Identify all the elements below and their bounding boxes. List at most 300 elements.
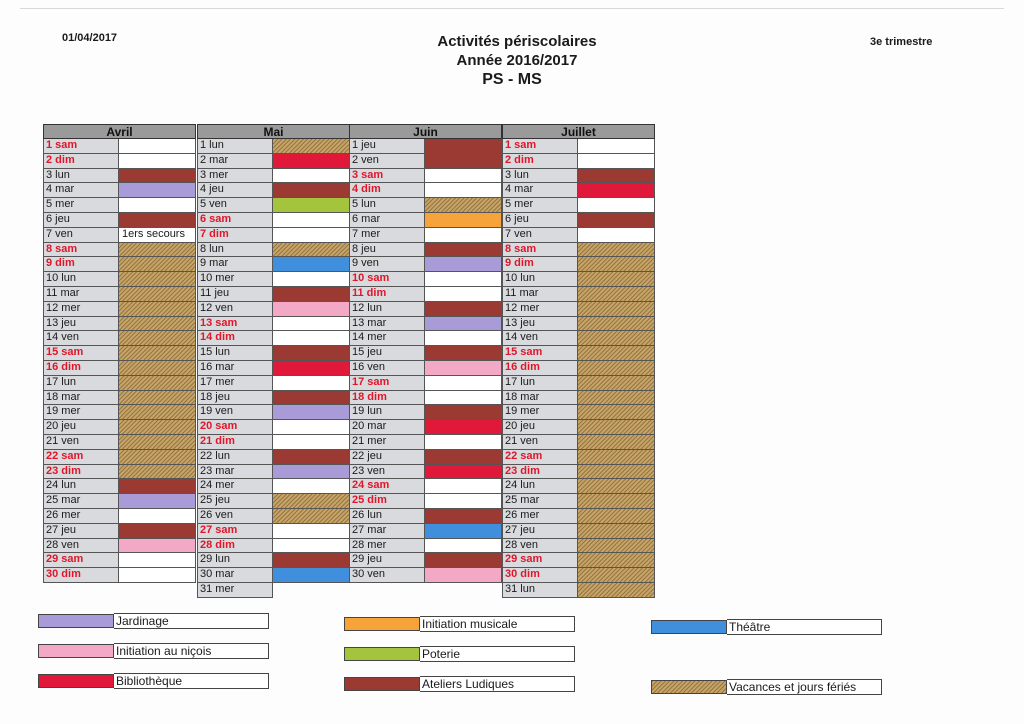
day-row xyxy=(349,169,502,184)
day-row xyxy=(197,317,350,332)
day-row xyxy=(197,376,350,391)
day-row xyxy=(349,479,502,494)
day-label: 23 dim xyxy=(502,465,578,480)
activity-cell xyxy=(578,302,655,317)
day-row xyxy=(43,317,196,332)
activity-cell xyxy=(273,435,350,450)
day-label: 17 lun xyxy=(502,376,578,391)
day-row xyxy=(43,169,196,184)
day-row xyxy=(349,391,502,406)
legend-label: Ateliers Ludiques xyxy=(420,676,575,692)
day-label: 25 dim xyxy=(349,494,425,509)
day-label: 4 mar xyxy=(43,183,119,198)
day-label: 9 mar xyxy=(197,257,273,272)
activity-cell xyxy=(119,509,196,524)
day-label: 21 ven xyxy=(43,435,119,450)
legend-label: Bibliothèque xyxy=(114,673,269,689)
day-label: 23 mar xyxy=(197,465,273,480)
activity-cell xyxy=(119,272,196,287)
day-label: 22 sam xyxy=(43,450,119,465)
activity-cell xyxy=(425,494,502,509)
activity-cell xyxy=(273,420,350,435)
activity-cell xyxy=(425,198,502,213)
legend-item-the xyxy=(651,619,882,635)
activity-cell xyxy=(119,169,196,184)
legend-item-bib xyxy=(38,673,269,689)
day-row xyxy=(349,287,502,302)
activity-cell xyxy=(578,331,655,346)
day-label: 24 sam xyxy=(349,479,425,494)
day-row xyxy=(197,243,350,258)
activity-cell xyxy=(578,243,655,258)
month-header: Juin xyxy=(349,124,502,139)
day-label: 9 ven xyxy=(349,257,425,272)
activity-cell xyxy=(273,272,350,287)
legend-label: Initiation au niçois xyxy=(114,643,269,659)
day-label: 10 lun xyxy=(502,272,578,287)
day-label: 10 lun xyxy=(43,272,119,287)
day-label: 26 ven xyxy=(197,509,273,524)
activity-cell xyxy=(273,331,350,346)
day-row xyxy=(197,420,350,435)
top-rule xyxy=(20,8,1004,9)
activity-cell xyxy=(578,213,655,228)
day-row xyxy=(43,139,196,154)
day-row xyxy=(43,361,196,376)
day-label: 7 ven xyxy=(502,228,578,243)
activity-cell xyxy=(119,539,196,554)
day-row xyxy=(43,568,196,583)
day-row xyxy=(502,287,655,302)
day-row xyxy=(502,583,655,598)
day-label: 4 mar xyxy=(502,183,578,198)
day-row xyxy=(349,568,502,583)
activity-cell xyxy=(425,228,502,243)
month-column-2 xyxy=(197,124,350,598)
activity-cell xyxy=(273,302,350,317)
legend-item-jar xyxy=(38,613,269,629)
day-row xyxy=(502,420,655,435)
month-header: Mai xyxy=(197,124,350,139)
day-row xyxy=(502,524,655,539)
activity-cell xyxy=(578,287,655,302)
day-label: 5 lun xyxy=(349,198,425,213)
day-label: 27 mar xyxy=(349,524,425,539)
activity-cell xyxy=(425,243,502,258)
legend-swatch xyxy=(344,617,420,631)
day-label: 22 jeu xyxy=(349,450,425,465)
activity-cell xyxy=(425,331,502,346)
activity-cell xyxy=(273,257,350,272)
day-row xyxy=(197,228,350,243)
day-label: 10 mer xyxy=(197,272,273,287)
legend-label: Jardinage xyxy=(114,613,269,629)
day-row xyxy=(43,287,196,302)
legend-item-nic xyxy=(38,643,269,659)
day-row xyxy=(502,494,655,509)
day-row xyxy=(349,213,502,228)
day-row xyxy=(197,494,350,509)
day-row xyxy=(197,553,350,568)
day-row xyxy=(197,524,350,539)
activity-cell xyxy=(119,376,196,391)
day-label: 29 lun xyxy=(197,553,273,568)
day-label: 12 mer xyxy=(502,302,578,317)
day-row xyxy=(43,553,196,568)
activity-cell xyxy=(578,346,655,361)
day-label: 11 jeu xyxy=(197,287,273,302)
day-label: 21 ven xyxy=(502,435,578,450)
day-label: 5 ven xyxy=(197,198,273,213)
day-row xyxy=(43,450,196,465)
activity-cell xyxy=(119,198,196,213)
day-row xyxy=(197,465,350,480)
page-subtitle: Année 2016/2017 xyxy=(456,52,578,69)
day-row xyxy=(349,509,502,524)
activity-cell xyxy=(425,257,502,272)
day-row xyxy=(502,479,655,494)
day-row xyxy=(349,494,502,509)
day-label: 1 lun xyxy=(197,139,273,154)
day-row xyxy=(349,198,502,213)
day-label: 19 mer xyxy=(43,405,119,420)
day-label: 14 mer xyxy=(349,331,425,346)
day-label: 1 jeu xyxy=(349,139,425,154)
activity-cell xyxy=(425,479,502,494)
day-label: 12 lun xyxy=(349,302,425,317)
activity-cell xyxy=(425,553,502,568)
day-row xyxy=(349,376,502,391)
day-row xyxy=(349,346,502,361)
day-row xyxy=(197,391,350,406)
day-row xyxy=(197,509,350,524)
activity-cell xyxy=(273,361,350,376)
activity-cell xyxy=(425,302,502,317)
day-label: 6 jeu xyxy=(43,213,119,228)
day-row xyxy=(43,272,196,287)
activity-cell xyxy=(578,139,655,154)
legend-label: Vacances et jours fériés xyxy=(727,679,882,695)
activity-cell xyxy=(119,479,196,494)
activity-cell xyxy=(273,494,350,509)
day-label: 2 mar xyxy=(197,154,273,169)
legend-swatch xyxy=(38,644,114,658)
activity-cell xyxy=(425,154,502,169)
day-label: 29 sam xyxy=(502,553,578,568)
activity-cell xyxy=(119,183,196,198)
legend-label: Poterie xyxy=(420,646,575,662)
day-row xyxy=(502,139,655,154)
day-row xyxy=(197,139,350,154)
day-label: 10 sam xyxy=(349,272,425,287)
activity-cell xyxy=(273,243,350,258)
day-label: 12 ven xyxy=(197,302,273,317)
activity-cell xyxy=(578,539,655,554)
day-row xyxy=(43,228,196,243)
day-row xyxy=(197,272,350,287)
day-row xyxy=(197,213,350,228)
day-row xyxy=(197,568,350,583)
activity-cell xyxy=(425,346,502,361)
day-label: 9 dim xyxy=(43,257,119,272)
day-label: 13 jeu xyxy=(502,317,578,332)
day-label: 20 sam xyxy=(197,420,273,435)
day-row xyxy=(502,331,655,346)
day-label: 2 ven xyxy=(349,154,425,169)
legend-swatch xyxy=(38,614,114,628)
day-row xyxy=(349,420,502,435)
activity-cell xyxy=(273,539,350,554)
day-label: 16 dim xyxy=(502,361,578,376)
activity-cell xyxy=(425,287,502,302)
day-row xyxy=(502,509,655,524)
activity-cell xyxy=(578,361,655,376)
day-label: 15 lun xyxy=(197,346,273,361)
activity-cell xyxy=(578,169,655,184)
day-label: 31 mer xyxy=(197,583,273,598)
activity-cell xyxy=(578,257,655,272)
activity-cell xyxy=(273,568,350,583)
activity-cell xyxy=(273,317,350,332)
day-row xyxy=(43,420,196,435)
activity-cell xyxy=(119,154,196,169)
legend-label: Initiation musicale xyxy=(420,616,575,632)
day-label: 26 mer xyxy=(43,509,119,524)
activity-cell xyxy=(425,450,502,465)
activity-cell xyxy=(273,287,350,302)
document-date: 01/04/2017 xyxy=(62,32,118,44)
day-row xyxy=(502,391,655,406)
day-label: 18 jeu xyxy=(197,391,273,406)
activity-cell xyxy=(578,494,655,509)
day-row xyxy=(349,183,502,198)
day-row xyxy=(349,553,502,568)
day-label: 15 sam xyxy=(502,346,578,361)
day-label: 8 sam xyxy=(43,243,119,258)
activity-cell xyxy=(273,376,350,391)
day-row xyxy=(43,509,196,524)
day-row xyxy=(349,317,502,332)
day-row xyxy=(43,376,196,391)
day-row xyxy=(43,479,196,494)
day-label: 20 jeu xyxy=(43,420,119,435)
legend-label: Théâtre xyxy=(727,619,882,635)
day-label: 23 dim xyxy=(43,465,119,480)
day-row xyxy=(43,183,196,198)
day-label: 14 ven xyxy=(43,331,119,346)
day-row xyxy=(502,553,655,568)
activity-cell xyxy=(578,583,655,598)
class-label: PS - MS xyxy=(482,71,542,88)
activity-cell xyxy=(425,361,502,376)
day-label: 17 sam xyxy=(349,376,425,391)
day-label: 18 mar xyxy=(502,391,578,406)
day-row xyxy=(502,361,655,376)
day-row xyxy=(43,213,196,228)
day-label: 6 sam xyxy=(197,213,273,228)
activity-cell xyxy=(578,391,655,406)
day-label: 31 lun xyxy=(502,583,578,598)
day-label: 2 dim xyxy=(43,154,119,169)
day-label: 3 lun xyxy=(43,169,119,184)
day-row xyxy=(43,405,196,420)
day-label: 11 mar xyxy=(502,287,578,302)
day-label: 3 sam xyxy=(349,169,425,184)
day-label: 6 mar xyxy=(349,213,425,228)
day-row xyxy=(502,228,655,243)
activity-cell xyxy=(578,435,655,450)
activity-cell xyxy=(119,391,196,406)
day-row xyxy=(502,257,655,272)
legend-swatch xyxy=(344,647,420,661)
day-row xyxy=(349,524,502,539)
day-row xyxy=(502,450,655,465)
day-row xyxy=(43,198,196,213)
month-column-3 xyxy=(349,124,502,583)
day-row xyxy=(43,494,196,509)
activity-cell xyxy=(578,154,655,169)
day-label: 8 jeu xyxy=(349,243,425,258)
day-label: 14 dim xyxy=(197,331,273,346)
legend-item-mus xyxy=(344,616,575,632)
day-row xyxy=(349,435,502,450)
day-row xyxy=(197,450,350,465)
day-row xyxy=(502,568,655,583)
day-label: 30 mar xyxy=(197,568,273,583)
day-row xyxy=(502,272,655,287)
activity-cell xyxy=(273,391,350,406)
day-row xyxy=(502,213,655,228)
day-row xyxy=(197,169,350,184)
activity-cell xyxy=(578,465,655,480)
day-label: 4 jeu xyxy=(197,183,273,198)
day-row xyxy=(197,435,350,450)
day-row xyxy=(502,346,655,361)
activity-cell xyxy=(425,391,502,406)
day-label: 18 mar xyxy=(43,391,119,406)
activity-cell xyxy=(425,539,502,554)
day-label: 5 mer xyxy=(502,198,578,213)
day-label: 2 dim xyxy=(502,154,578,169)
day-label: 21 dim xyxy=(197,435,273,450)
activity-cell xyxy=(119,139,196,154)
activity-cell xyxy=(578,524,655,539)
day-label: 11 dim xyxy=(349,287,425,302)
activity-cell xyxy=(578,405,655,420)
day-row xyxy=(197,154,350,169)
day-label: 21 mer xyxy=(349,435,425,450)
day-label: 30 dim xyxy=(502,568,578,583)
day-row xyxy=(349,154,502,169)
day-row xyxy=(502,317,655,332)
legend-swatch xyxy=(651,680,727,694)
day-label: 24 lun xyxy=(43,479,119,494)
activity-cell xyxy=(119,420,196,435)
day-row xyxy=(502,243,655,258)
day-label: 19 lun xyxy=(349,405,425,420)
day-label: 15 jeu xyxy=(349,346,425,361)
activity-cell xyxy=(273,154,350,169)
day-row xyxy=(349,228,502,243)
day-row xyxy=(502,169,655,184)
day-label: 17 lun xyxy=(43,376,119,391)
day-label: 7 ven xyxy=(43,228,119,243)
day-row xyxy=(502,154,655,169)
activity-cell xyxy=(273,213,350,228)
day-label: 27 jeu xyxy=(43,524,119,539)
activity-cell xyxy=(119,243,196,258)
month-column-4 xyxy=(502,124,655,598)
activity-cell xyxy=(425,509,502,524)
activity-cell xyxy=(578,553,655,568)
activity-cell xyxy=(119,568,196,583)
day-row xyxy=(197,257,350,272)
day-label: 20 mar xyxy=(349,420,425,435)
activity-cell xyxy=(578,317,655,332)
day-label: 12 mer xyxy=(43,302,119,317)
day-row xyxy=(197,405,350,420)
activity-cell xyxy=(578,272,655,287)
day-label: 9 dim xyxy=(502,257,578,272)
day-row xyxy=(502,183,655,198)
legend-swatch xyxy=(651,620,727,634)
day-row xyxy=(197,583,350,598)
legend-swatch xyxy=(38,674,114,688)
activity-cell xyxy=(119,450,196,465)
day-label: 3 lun xyxy=(502,169,578,184)
day-label: 28 dim xyxy=(197,539,273,554)
day-label: 13 sam xyxy=(197,317,273,332)
day-label: 3 mer xyxy=(197,169,273,184)
day-label: 23 ven xyxy=(349,465,425,480)
day-label: 29 sam xyxy=(43,553,119,568)
day-label: 8 lun xyxy=(197,243,273,258)
day-row xyxy=(43,435,196,450)
day-label: 14 ven xyxy=(502,331,578,346)
day-row xyxy=(349,302,502,317)
day-row xyxy=(43,346,196,361)
day-label: 16 ven xyxy=(349,361,425,376)
day-label: 19 mer xyxy=(502,405,578,420)
day-label: 13 mar xyxy=(349,317,425,332)
activity-cell xyxy=(119,435,196,450)
day-row xyxy=(43,465,196,480)
activity-cell xyxy=(273,183,350,198)
day-label: 28 ven xyxy=(43,539,119,554)
activity-cell xyxy=(578,376,655,391)
day-row xyxy=(43,302,196,317)
day-label: 26 mer xyxy=(502,509,578,524)
activity-cell xyxy=(425,376,502,391)
month-column-1 xyxy=(43,124,196,583)
day-label: 22 lun xyxy=(197,450,273,465)
day-label: 15 sam xyxy=(43,346,119,361)
day-label: 24 mer xyxy=(197,479,273,494)
day-label: 27 jeu xyxy=(502,524,578,539)
activity-cell xyxy=(119,553,196,568)
activity-cell xyxy=(119,302,196,317)
day-label: 28 ven xyxy=(502,539,578,554)
day-row xyxy=(197,539,350,554)
activity-cell xyxy=(578,228,655,243)
day-label: 25 jeu xyxy=(197,494,273,509)
page-title: Activités périscolaires xyxy=(437,33,597,50)
activity-cell xyxy=(425,420,502,435)
title-block xyxy=(0,32,1024,89)
day-row xyxy=(349,243,502,258)
day-label: 18 dim xyxy=(349,391,425,406)
day-label: 5 mer xyxy=(43,198,119,213)
